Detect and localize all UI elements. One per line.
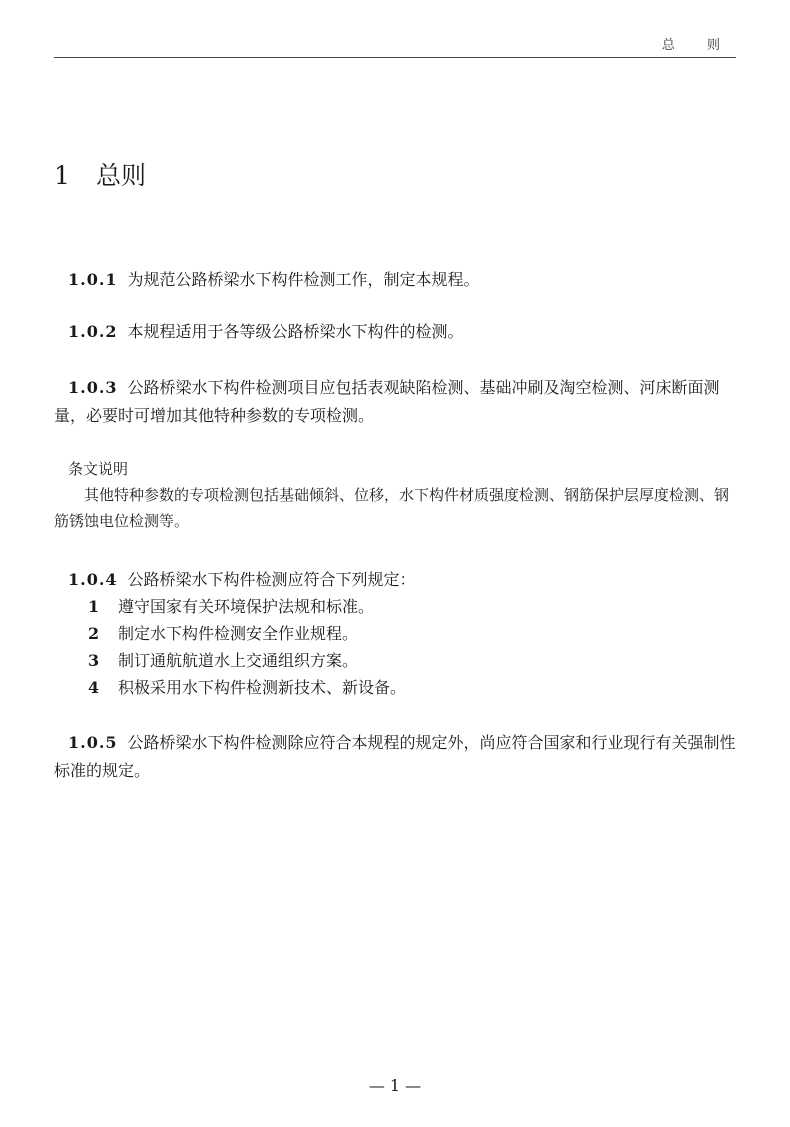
list-item-number: 3 [88, 651, 100, 670]
clause-text: 公路桥梁水下构件检测项目应包括表观缺陷检测、基础冲刷及淘空检测、河床断面测量，必要时可增加其他特种参数的专项检测。 [54, 378, 720, 425]
clause-text: 本规程适用于各等级公路桥梁水下构件的检测。 [127, 322, 464, 341]
clause-number: 1.0.4 [68, 570, 118, 589]
list-item-text: 遵守国家有关环境保护法规和标准。 [118, 597, 375, 616]
list-item-number: 4 [88, 678, 100, 697]
chapter-title [54, 156, 146, 192]
clause-1-0-3 [54, 374, 740, 430]
clause-number: 1.0.1 [68, 270, 118, 289]
note-heading: 条文说明 [68, 460, 129, 478]
list-item-text: 积极采用水下构件检测新技术、新设备。 [118, 678, 407, 697]
clause-number: 1.0.3 [68, 378, 118, 397]
clause-1-0-1 [54, 266, 740, 294]
list-item-number: 1 [88, 597, 100, 616]
clause-number: 1.0.5 [68, 733, 118, 752]
chapter-number: 1 [54, 161, 70, 190]
list-item [88, 647, 358, 675]
clause-text: 公路桥梁水下构件检测应符合下列规定： [127, 570, 416, 589]
list-item-number: 2 [88, 624, 100, 643]
clause-number: 1.0.2 [68, 322, 118, 341]
page-number: — 1 — [368, 1076, 422, 1095]
clause-1-0-4 [54, 566, 740, 594]
chapter-title-text: 总则 [96, 161, 147, 190]
clause-1-0-5 [54, 729, 740, 785]
list-item [88, 674, 406, 702]
clause-explanation [54, 456, 740, 534]
list-item [88, 593, 374, 621]
clause-1-0-2 [54, 318, 740, 346]
list-item-text: 制定水下构件检测安全作业规程。 [118, 624, 359, 643]
header-rule [54, 57, 736, 58]
list-item [88, 620, 358, 648]
running-header: 总 则 [661, 38, 734, 53]
clause-text: 公路桥梁水下构件检测除应符合本规程的规定外，尚应符合国家和行业现行有关强制性标准的规定。 [54, 733, 736, 780]
list-item-text: 制订通航航道水上交通组织方案。 [118, 651, 359, 670]
note-text: 其他特种参数的专项检测包括基础倾斜、位移，水下构件材质强度检测、钢筋保护层厚度检测、钢筋锈蚀电位检测等。 [54, 486, 730, 530]
clause-text: 为规范公路桥梁水下构件检测工作，制定本规程。 [127, 270, 480, 289]
